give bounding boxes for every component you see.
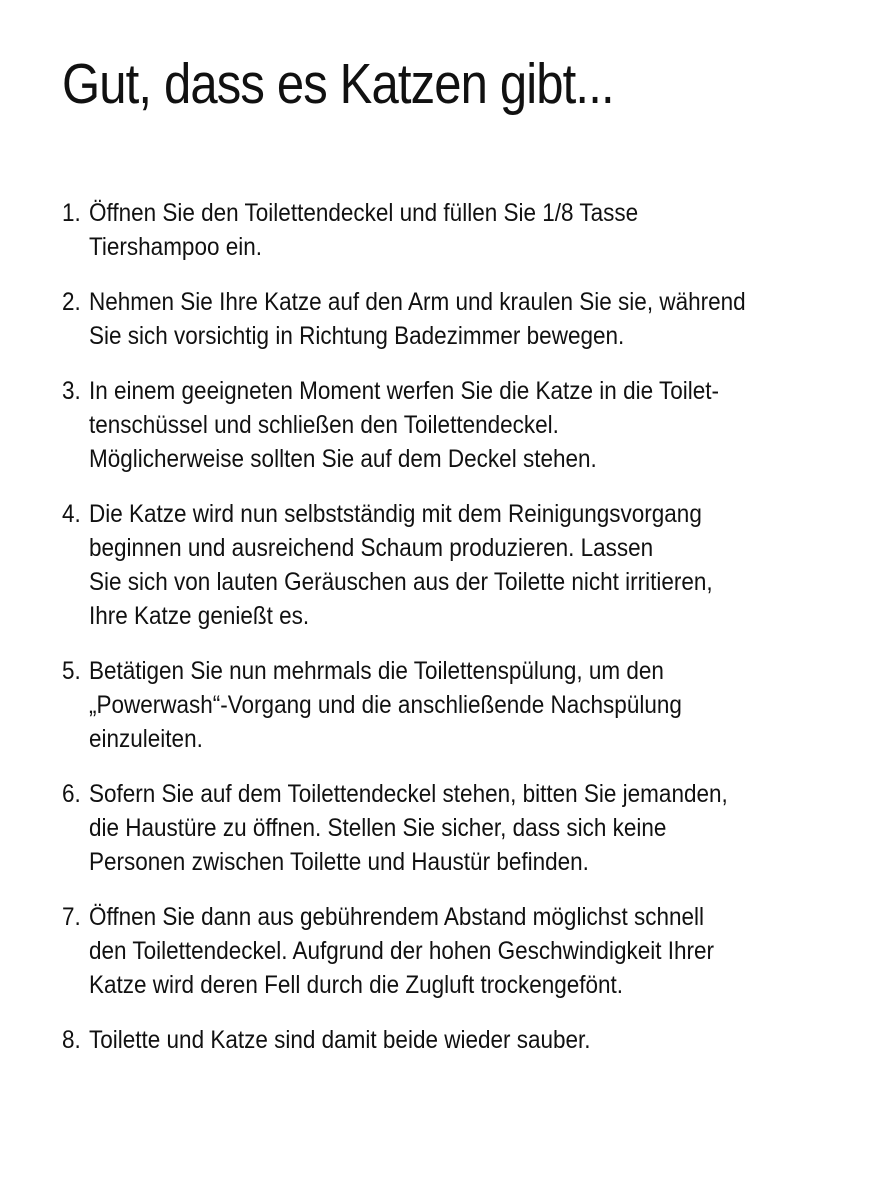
instruction-line: Möglicherweise sollten Sie auf dem Deckel stehen. [89,444,597,473]
instruction-number: 7. [62,902,81,931]
instruction-line: Öffnen Sie den Toilettendeckel und füllen Sie 1/8 Tasse [89,198,639,227]
instruction-number: 8. [62,1025,81,1054]
instruction-item [62,497,845,633]
instruction-line: Die Katze wird nun selbstständig mit dem Reinigungsvorgang [89,499,702,528]
instruction-item [62,900,845,1002]
instruction-number: 4. [62,499,81,528]
instruction-line: beginnen und ausreichend Schaum produzieren. Lassen [89,533,654,562]
instruction-line: einzuleiten. [89,724,203,753]
instruction-text [89,654,845,756]
instruction-text [89,777,845,879]
instruction-item [62,777,845,879]
instruction-number: 1. [62,198,81,227]
instruction-number: 3. [62,376,81,405]
instruction-line: Katze wird deren Fell durch die Zugluft trockengefönt. [89,970,624,999]
instruction-line: Sie sich vorsichtig in Richtung Badezimmer bewegen. [89,321,625,350]
instruction-line: die Haustüre zu öffnen. Stellen Sie sicher, dass sich keine [89,813,667,842]
instruction-line: Nehmen Sie Ihre Katze auf den Arm und kraulen Sie sie, während [89,287,746,316]
instruction-item [62,285,845,353]
instruction-line: Öffnen Sie dann aus gebührendem Abstand möglichst schnell [89,902,704,931]
instruction-line: Sofern Sie auf dem Toilettendeckel stehen, bitten Sie jemanden, [89,779,728,808]
instruction-line: den Toilettendeckel. Aufgrund der hohen Geschwindigkeit Ihrer [89,936,714,965]
instruction-number: 6. [62,779,81,808]
instruction-text [89,497,845,633]
instruction-text [89,285,845,353]
instruction-line: Ihre Katze genießt es. [89,601,310,630]
instruction-line: Personen zwischen Toilette und Haustür befinden. [89,847,589,876]
instruction-text [89,1023,845,1057]
instruction-text [89,374,845,476]
instruction-line: In einem geeigneten Moment werfen Sie die Katze in die Toilet- [89,376,719,405]
instruction-number: 5. [62,656,81,685]
instruction-list [62,196,838,1057]
instruction-text [89,196,845,264]
page-title: Gut, dass es Katzen gibt... [62,52,614,116]
instruction-line: „Powerwash“-Vorgang und die anschließende Nachspülung [89,690,682,719]
instruction-line: Betätigen Sie nun mehrmals die Toilettenspülung, um den [89,656,664,685]
instruction-item [62,654,845,756]
instruction-item [62,1023,845,1057]
instruction-line: tenschüssel und schließen den Toilettendeckel. [89,410,559,439]
instruction-text [89,900,845,1002]
instruction-item [62,196,845,264]
instruction-line: Sie sich von lauten Geräuschen aus der Toilette nicht irritieren, [89,567,713,596]
instruction-line: Toilette und Katze sind damit beide wieder sauber. [89,1025,591,1054]
instruction-item [62,374,845,476]
instruction-number: 2. [62,287,81,316]
instruction-line: Tiershampoo ein. [89,232,263,261]
